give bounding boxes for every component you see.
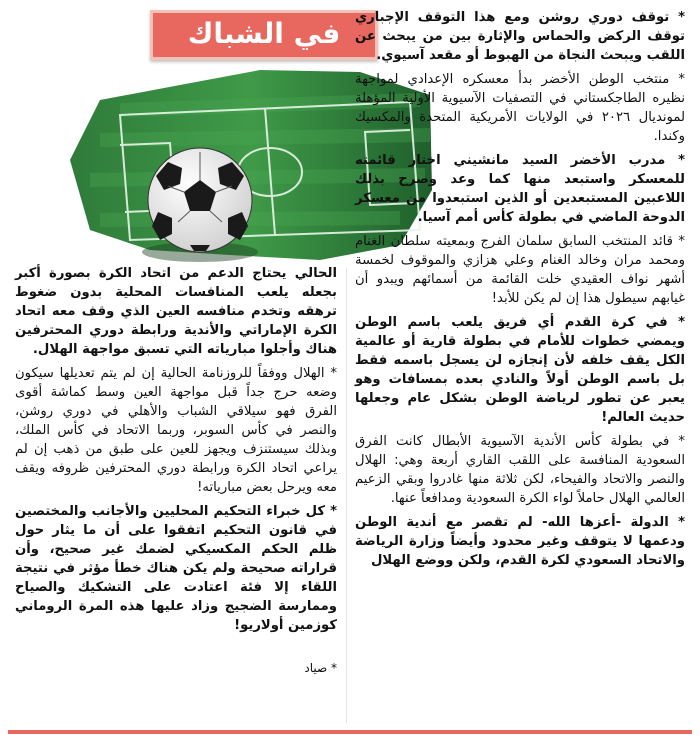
right-paragraph-4: * قائد المنتخب السابق سلمان الفرج وبمعيته سلطان الغنام ومحمد مران وخالد الغنام وعلي هزازي والموقوف لخمسة أشهر نواف العقيدي خلت القائمة من أسمائهم ويبدو أن غيابهم سيطول هذا إن لم يكن للأبد! bbox=[355, 234, 685, 306]
right-paragraph-1: * توقف دوري روشن ومع هذا التوقف الإجباري توقف الركض والحماس والإثارة بين من يبحث عن اللقب ويبحث النجاة من الهبوط أو مقعد آسيوي. bbox=[355, 10, 685, 63]
right-paragraph-3: * مدرب الأخضر السيد مانشيني اختار قائمته للمعسكر واستبعد منها كما وعد وصرح بذلك اللاعبين المستبعدين أو الذين استبعدوا من معسكر الدوحة الماضي في بطولة كأس أمم آسيا. bbox=[355, 153, 685, 225]
left-paragraph-3: * كل خبراء التحكيم المحليين والأجانب والمختصين في قانون التحكيم اتفقوا على أن ما يثار حول ظلم الحكم المكسيكي لضمك غير صحيح، وأن قراراته صحيحة ولم يكن هناك خطأ مؤثر في نتيجة اللقاء إلا فئة اعتادت على التشكيك والصياح وممارسة الضجيج وزاد عليها هذه المرة الروماني كوزمين أولاريو! bbox=[15, 504, 337, 633]
left-paragraph-2: * الهلال ووفقاً للروزنامة الحالية إن لم يتم تعديلها سيكون وضعه حرج جداً قبل مواجهة العين وسط كماشة أقوى الفرق فهو سيلاقي الشباب والأهلي في دوري روشن، والنصر في كأس السوبر، وربما الاتحاد في كأس الملك، وبذلك سيستنزف ويجهز للعين على طبق من ذهب إن لم يراعي اتحاد الكرة ورابطة دوري المحترفين ظروفه ويقف معه ويرحل بعض مبارياته! bbox=[15, 366, 337, 495]
column-divider bbox=[346, 268, 347, 723]
right-paragraph-6: * في بطولة كأس الأندية الآسيوية الأبطال كانت الفرق السعودية المنافسة على اللقب القاري أربعة وهي: الهلال والنصر والاتحاد والفيحاء، لكن ثلاثة منها غادروا وبقي الزعيم العالمي الهلال حاملاً لواء الكرة السعودية ومدافعاً عنها. bbox=[355, 434, 685, 506]
section-title: في الشباك bbox=[187, 17, 341, 50]
football-icon bbox=[148, 148, 252, 252]
bottom-accent-rule bbox=[8, 730, 692, 734]
author-signature: * صياد bbox=[304, 661, 337, 675]
left-paragraph-1: الحالي يحتاج الدعم من اتحاد الكرة بصورة أكبر بجعله يلعب المنافسات المحلية بدون ضغوط ترهقه وتخدم منافسه العين الذي وقف معه اتحاد الكرة الإماراتي والأندية ورابطة دوري المحترفين هناك وأجلوا مبارياته التي تسبق مواجهة الهلال. bbox=[15, 266, 337, 357]
right-paragraph-5: * في كرة القدم أي فريق يلعب باسم الوطن ويمضي خطوات للأمام في بطولة قارية أو عالمية الكل يقف خلفه لأن إنجازه لن يسجل باسمه فقط بل باسم الوطن أولاً والنادي بعده بمسافات وهو يعبر عن تطور لرياضة الوطن بشكل عام وجعلها حديث العالم! bbox=[355, 315, 685, 425]
right-paragraph-7: * الدولة -أعزها الله- لم تقصر مع أندية الوطن ودعمها لا يتوقف وغير محدود وأيضاً وزارة الرياضة والاتحاد السعودي لكرة القدم، ولكن ووضع الهلال bbox=[355, 515, 685, 568]
section-title-banner bbox=[150, 10, 378, 60]
right-column bbox=[355, 8, 685, 575]
right-paragraph-2: * منتخب الوطن الأخضر بدأ معسكره الإعدادي لمواجهة نظيره الطاجكستاني في التصفيات الآسيوية الأولية المؤهلة لمونديال ٢٠٢٦ في الولايات الأمريكية المتحدة والمكسيك وكندا. bbox=[355, 72, 685, 144]
left-column bbox=[15, 264, 337, 675]
